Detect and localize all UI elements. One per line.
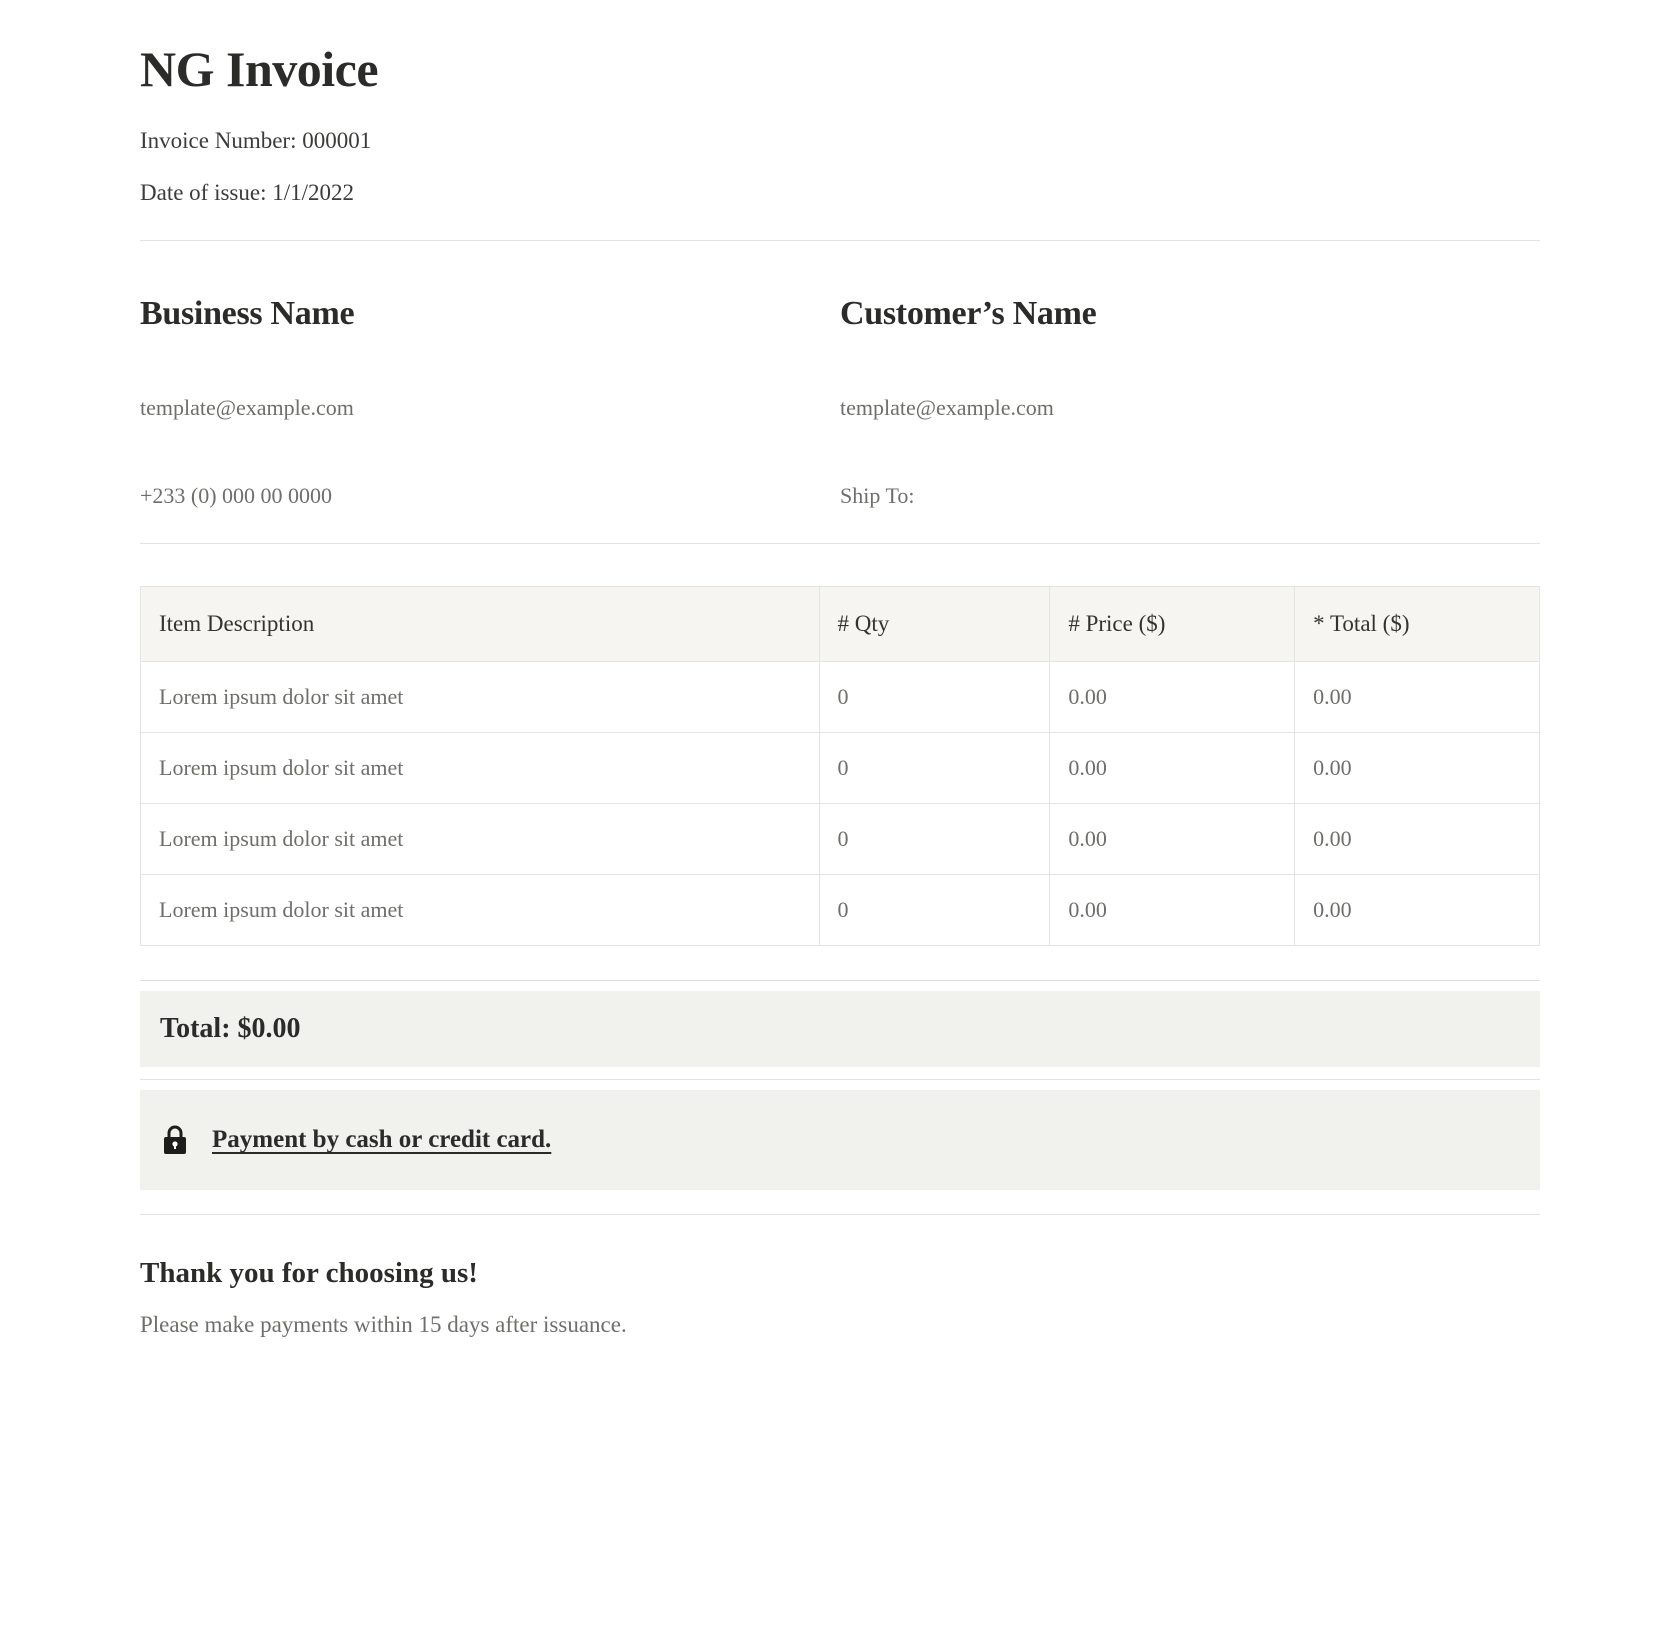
cell-description: Lorem ipsum dolor sit amet <box>141 804 820 875</box>
business-email: template@example.com <box>140 395 354 420</box>
divider-payment <box>140 1214 1540 1215</box>
cell-price: 0.00 <box>1050 733 1295 804</box>
table-row <box>141 875 1540 946</box>
items-table <box>140 586 1540 946</box>
page-title: NG Invoice <box>140 41 379 97</box>
column-header-total: * Total ($) <box>1295 587 1540 662</box>
divider-header <box>140 240 1540 241</box>
items-table-head <box>141 587 1540 662</box>
table-row <box>141 733 1540 804</box>
payment-method-bar <box>140 1090 1540 1190</box>
column-header-description: Item Description <box>141 587 820 662</box>
business-block <box>140 295 840 509</box>
cell-total: 0.00 <box>1295 733 1540 804</box>
cell-description: Lorem ipsum dolor sit amet <box>141 875 820 946</box>
business-name: Business Name <box>140 295 355 332</box>
cell-qty: 0 <box>819 804 1050 875</box>
cell-description: Lorem ipsum dolor sit amet <box>141 662 820 733</box>
total-amount: Total: $0.00 <box>140 991 1540 1067</box>
customer-email: template@example.com <box>840 395 1054 420</box>
items-table-body <box>141 662 1540 946</box>
cell-price: 0.00 <box>1050 662 1295 733</box>
table-header-row <box>141 587 1540 662</box>
customer-name: Customer’s Name <box>840 295 1097 332</box>
spacer-before-total <box>140 981 1540 991</box>
divider-parties <box>140 543 1540 544</box>
column-header-qty: # Qty <box>819 587 1050 662</box>
payment-method-link[interactable]: Payment by cash or credit card. <box>212 1126 552 1153</box>
customer-ship-to: Ship To: <box>840 483 915 508</box>
invoice-date: Date of issue: 1/1/2022 <box>140 180 354 205</box>
column-header-price: # Price ($) <box>1050 587 1295 662</box>
payment-terms-note: Please make payments within 15 days after issuance. <box>140 1312 627 1337</box>
table-row <box>141 662 1540 733</box>
cell-total: 0.00 <box>1295 662 1540 733</box>
cell-qty: 0 <box>819 733 1050 804</box>
cell-price: 0.00 <box>1050 875 1295 946</box>
cell-total: 0.00 <box>1295 804 1540 875</box>
cell-description: Lorem ipsum dolor sit amet <box>141 733 820 804</box>
cell-price: 0.00 <box>1050 804 1295 875</box>
customer-block <box>840 295 1540 509</box>
table-row <box>141 804 1540 875</box>
cell-qty: 0 <box>819 662 1050 733</box>
cell-qty: 0 <box>819 875 1050 946</box>
spacer-before-payment <box>140 1080 1540 1090</box>
cell-total: 0.00 <box>1295 875 1540 946</box>
items-table-wrap <box>140 586 1540 946</box>
parties-section <box>140 295 1540 509</box>
invoice-number: Invoice Number: 000001 <box>140 128 372 153</box>
lock-icon <box>160 1124 190 1156</box>
thank-you-heading: Thank you for choosing us! <box>140 1257 478 1289</box>
business-phone: +233 (0) 000 00 0000 <box>140 483 333 508</box>
